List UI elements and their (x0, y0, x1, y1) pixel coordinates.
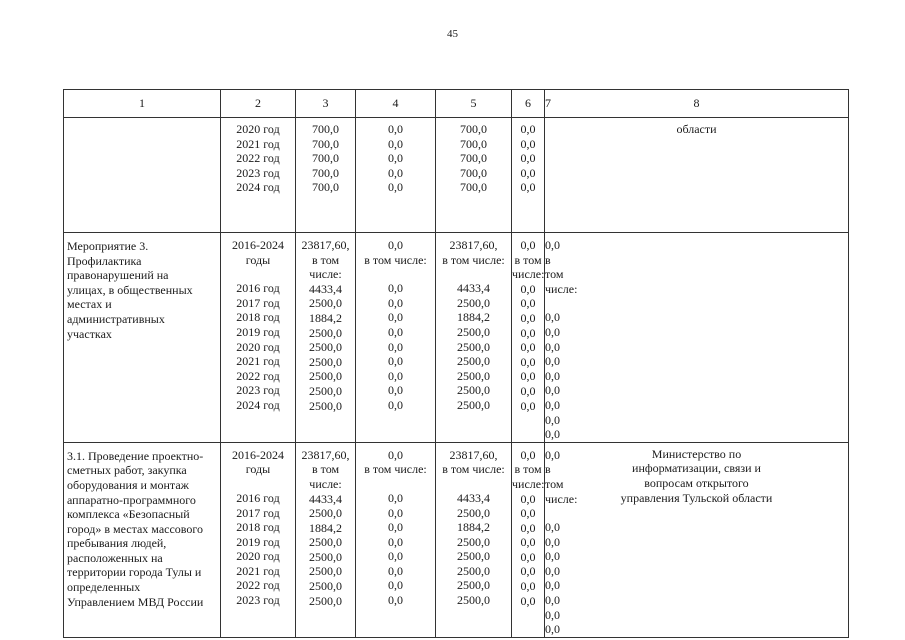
cell-line: сметных работ, закупка (67, 463, 187, 478)
cell-line: в том числе: (442, 252, 505, 267)
cell-line: 2500,0 (457, 354, 490, 369)
cell-line: 2016 год (236, 281, 280, 296)
cell-line: 0,0 (520, 296, 536, 311)
cell-line: 2500,0 (457, 397, 490, 412)
cell-line: 2020 год (236, 122, 280, 136)
cell-line: 0,0 (388, 136, 403, 151)
cell-line: 0,0 (388, 505, 403, 520)
cell-line: 2500,0 (457, 593, 490, 608)
cell-line: 700,0 (312, 122, 339, 136)
cell-line: 0,0 (388, 490, 403, 505)
cell-line: 700,0 (312, 180, 339, 195)
cell-line: 700,0 (460, 165, 487, 180)
col4-cell (356, 118, 436, 233)
cell-line: 0,0 (388, 281, 403, 296)
cell-line: 0,0 (520, 593, 536, 608)
cell-line: 0,0 (388, 383, 403, 398)
cell-line: годы (245, 462, 271, 477)
cell-line: 0,0 (388, 180, 403, 195)
header-cell: 8 (545, 90, 849, 118)
cell-line: 0,0 (520, 165, 536, 180)
cell-line: числе: (512, 476, 545, 491)
note-text: области (676, 122, 717, 136)
cell-line: 0,0 (520, 340, 536, 355)
header-row: 1 2 3 4 5 6 7 8 (64, 90, 849, 118)
years-cell (221, 118, 296, 233)
col5-cell (436, 442, 512, 637)
cell-line: комплекса «Безопасный (67, 507, 190, 522)
cell-line: 23817,60, (301, 447, 350, 462)
cell-line: 0,0 (388, 534, 403, 549)
cell-line: 2500,0 (457, 368, 490, 383)
cell-line: 2019 год (236, 324, 280, 339)
page-number: 45 (447, 28, 458, 40)
cell-line: 2500,0 (309, 506, 342, 521)
cell-line: 2019 год (236, 534, 280, 549)
cell-line: 2500,0 (309, 593, 342, 608)
col5-cell (436, 233, 512, 443)
continuation-row (64, 118, 849, 233)
cell-line: 0,0 (520, 151, 536, 166)
cell-line: 2023 год (236, 383, 280, 398)
cell-line: 0,0 (520, 506, 536, 521)
budget-table (63, 89, 849, 638)
cell-line: 2018 год (236, 520, 280, 535)
cell-line: определенных (67, 580, 141, 595)
cell-line: 0,0 (520, 180, 536, 195)
cell-line: 0,0 (388, 397, 403, 412)
cell-line: числе: (309, 267, 342, 282)
cell-line: 0,0 (520, 310, 536, 325)
header-cell: 2 (221, 90, 296, 118)
cell-line: 0,0 (520, 325, 536, 340)
col3-cell (296, 442, 356, 637)
cell-line: улицах, в общественных (67, 282, 193, 297)
cell-line: 0,0 (520, 398, 536, 413)
cell-line: 0,0 (520, 491, 536, 506)
cell-line: местах и (67, 297, 112, 312)
cell-line: участках (67, 326, 112, 341)
header-cell: 5 (436, 90, 512, 118)
cell-line: 23817,60, (301, 238, 350, 252)
cell-line: 700,0 (312, 136, 339, 151)
cell-line: город» в местах массового (67, 521, 204, 536)
years-cell (221, 233, 296, 443)
cell-line: числе: (512, 267, 545, 282)
cell-line: 2500,0 (457, 505, 490, 520)
cell-line: территории города Тулы и (67, 565, 202, 580)
cell-line: правонарушений на (67, 268, 169, 283)
cell-line: 700,0 (460, 180, 487, 195)
cell-line: административных (67, 311, 165, 326)
cell-line: 2500,0 (309, 564, 342, 579)
cell-line: 0,0 (388, 520, 403, 535)
cell-line: 0,0 (520, 281, 536, 296)
cell-line: 700,0 (460, 136, 487, 151)
header-cell: 4 (356, 90, 436, 118)
cell-line: информатизации, связи и (632, 461, 761, 476)
cell-line: 700,0 (312, 151, 339, 166)
cell-line: 0,0 (520, 535, 536, 550)
cell-line: 2016 год (236, 490, 280, 505)
cell-line: 0,0 (520, 549, 536, 564)
cell-line: в том (311, 462, 340, 477)
cell-line: 0,0 (520, 383, 536, 398)
cell-line: управления Тульской области (620, 490, 773, 505)
cell-line: 2020 год (236, 549, 280, 564)
cell-line: 1884,2 (457, 310, 490, 325)
cell-line: 0,0 (520, 136, 536, 151)
cell-line: 0,0 (388, 549, 403, 564)
header-cell: 1 (64, 90, 221, 118)
cell-line: 0,0 (388, 165, 403, 180)
cell-line: 23817,60, (449, 447, 498, 462)
cell-line: 0,0 (388, 447, 403, 462)
header-cell: 3 (296, 90, 356, 118)
header-cell: 6 (512, 90, 545, 118)
cell-line: 2500,0 (457, 383, 490, 398)
col6-cell (512, 118, 545, 233)
measure3-row: Мероприятие 3. Профилактика правонарушений на улицах, в общественных местах и административных участках 2016-2024 годы 2016 год 2017 год 2018 год 2019 год 2020 год 2021 год 2022 год 2023 год 2024 год 23817,60, в том числе: 4433,4 2500,0 1884,2 2500,0 2500,0 2500,0 2500,0 2500,0 2500,0 0,0 в том числе: 0,0 0,0 0,0 0,0 0,0 0,0 0,0 0,0 0,0 23817,60, в том числе: 4433,4 2500,0 1884,2 2500,0 2500,0 2500,0 2500,0 2500,0 2500,0 0,0 в том числе: 0,0 0,0 0,0 0,0 0,0 0,0 0,0 0,0 0,0 0,0 в том числе: 0,0 0,0 0,0 0,0 0,0 0,0 0,0 0,0 0,0 (64, 233, 849, 443)
cell-line: 2017 год (236, 505, 280, 520)
cell-line: 700,0 (460, 122, 487, 136)
cell-line: 0,0 (520, 447, 536, 462)
cell-line: 2020 год (236, 339, 280, 354)
cell-line: 0,0 (388, 151, 403, 166)
col4-cell (356, 233, 436, 443)
col3-cell (296, 118, 356, 233)
cell-line: 0,0 (388, 368, 403, 383)
cell-line: 0,0 (520, 238, 536, 252)
cell-line: 2021 год (236, 136, 280, 151)
cell-line: в том числе: (364, 252, 427, 267)
cell-line: аппаратно-программного (67, 492, 196, 507)
cell-line: 0,0 (388, 295, 403, 310)
cell-line: в том (311, 252, 340, 267)
cell-line: 1884,2 (309, 310, 342, 325)
cell-line: 2500,0 (309, 340, 342, 355)
cell-line: 2500,0 (457, 534, 490, 549)
cell-line: 2017 год (236, 295, 280, 310)
cell-line: 2500,0 (309, 369, 342, 384)
cell-line: годы (245, 252, 271, 267)
cell-line: 0,0 (388, 324, 403, 339)
cell-line: 2023 год (236, 593, 280, 608)
cell-line: 2500,0 (457, 549, 490, 564)
col6-cell (512, 442, 545, 637)
cell-line: 0,0 (388, 578, 403, 593)
cell-line: 4433,4 (457, 490, 490, 505)
cell-line: 4433,4 (309, 281, 342, 296)
cell-line: 1884,2 (309, 520, 342, 535)
cell-line: 2024 год (236, 180, 280, 195)
cell-line: 0,0 (388, 238, 403, 252)
cell-line: 4433,4 (457, 281, 490, 296)
cell-line: 2500,0 (457, 339, 490, 354)
cell-line: Профилактика (67, 253, 142, 268)
cell-line: 2023 год (236, 165, 280, 180)
cell-line: 1884,2 (457, 520, 490, 535)
cell-line: 2022 год (236, 151, 280, 166)
cell-line: пребывания людей, (67, 536, 167, 551)
cell-line: 2500,0 (309, 579, 342, 594)
years-cell (221, 442, 296, 637)
cell-line: 700,0 (460, 151, 487, 166)
col4-cell (356, 442, 436, 637)
item-title-cell (64, 442, 221, 637)
cell-line: 2500,0 (309, 549, 342, 564)
cell-line: Министерство по (651, 446, 742, 461)
cell-line: 0,0 (388, 593, 403, 608)
col6-cell (512, 233, 545, 443)
cell-line: 2022 год (236, 578, 280, 593)
cell-line: 0,0 (388, 122, 403, 136)
cell-line: 2500,0 (309, 398, 342, 413)
cell-line: 2500,0 (457, 324, 490, 339)
cell-line: 2024 год (236, 397, 280, 412)
cell-line: 2500,0 (309, 383, 342, 398)
col5-cell (436, 118, 512, 233)
cell-line: 4433,4 (309, 491, 342, 506)
cell-line: 2500,0 (309, 354, 342, 369)
cell-line: 2018 год (236, 310, 280, 325)
cell-line: 0,0 (388, 563, 403, 578)
note-cell (545, 118, 849, 233)
name-cell (64, 118, 221, 233)
cell-line: 2500,0 (309, 325, 342, 340)
cell-line: 0,0 (388, 310, 403, 325)
cell-line: в том (514, 252, 542, 267)
cell-line: оборудования и монтаж (67, 477, 189, 492)
cell-line: 0,0 (520, 564, 536, 579)
col3-cell (296, 233, 356, 443)
cell-line: 2022 год (236, 368, 280, 383)
cell-line: в том (514, 462, 542, 477)
item31-row: 3.1. Проведение проектно- сметных работ, закупка оборудования и монтаж аппаратно-программного комплекса «Безопасный город» в местах массового пребывания людей, расположенных на территории города Тулы и определенных Управлением МВД России 2016-2024 годы 2016 год 2017 год 2018 год 2019 год 2020 год 2021 год 2022 год 2023 год 23817,60, в том числе: 4433,4 2500,0 1884,2 2500,0 2500,0 2500,0 2500,0 2500,0 0,0 в том числе: 0,0 0,0 0,0 0,0 0,0 0,0 0,0 0,0 23817,60, в том числе: 4433,4 2500,0 1884,2 2500,0 2500,0 2500,0 2500,0 2500,0 0,0 в том числе: 0,0 0,0 0,0 0,0 0,0 0,0 0,0 0,0 0,0 в том числе: 0,0 0,0 0,0 0,0 0,0 0,0 0,0 0,0 Министерство по информатизации, связи и вопросам открытого управления Тульской области (64, 442, 849, 637)
cell-line: 0,0 (388, 354, 403, 369)
cell-line: в том числе: (442, 462, 505, 477)
cell-line: 3.1. Проведение проектно- (67, 448, 204, 463)
responsible-cell (545, 442, 849, 637)
cell-line: 2016-2024 (232, 238, 284, 252)
cell-line: 700,0 (312, 165, 339, 180)
cell-line: 23817,60, (449, 238, 498, 252)
cell-line: 0,0 (520, 122, 536, 136)
cell-line: 2500,0 (309, 296, 342, 311)
cell-line: вопросам открытого (644, 475, 749, 490)
responsible-cell (545, 233, 849, 443)
cell-line: 0,0 (520, 354, 536, 369)
cell-line: 0,0 (388, 339, 403, 354)
cell-line: 0,0 (520, 579, 536, 594)
cell-line: 2500,0 (309, 535, 342, 550)
measure-title-cell (64, 233, 221, 443)
cell-line: 2500,0 (457, 578, 490, 593)
cell-line: 2021 год (236, 563, 280, 578)
cell-line: Управлением МВД России (67, 594, 204, 609)
cell-line: 0,0 (520, 520, 536, 535)
cell-line: 2016-2024 (232, 447, 284, 462)
cell-line: в том числе: (364, 462, 427, 477)
cell-line: 0,0 (520, 369, 536, 384)
cell-line: 2500,0 (457, 295, 490, 310)
cell-line: числе: (309, 476, 342, 491)
cell-line: 2500,0 (457, 563, 490, 578)
cell-line: расположенных на (67, 550, 163, 565)
cell-line: Мероприятие 3. (67, 239, 149, 253)
cell-line: 2021 год (236, 354, 280, 369)
